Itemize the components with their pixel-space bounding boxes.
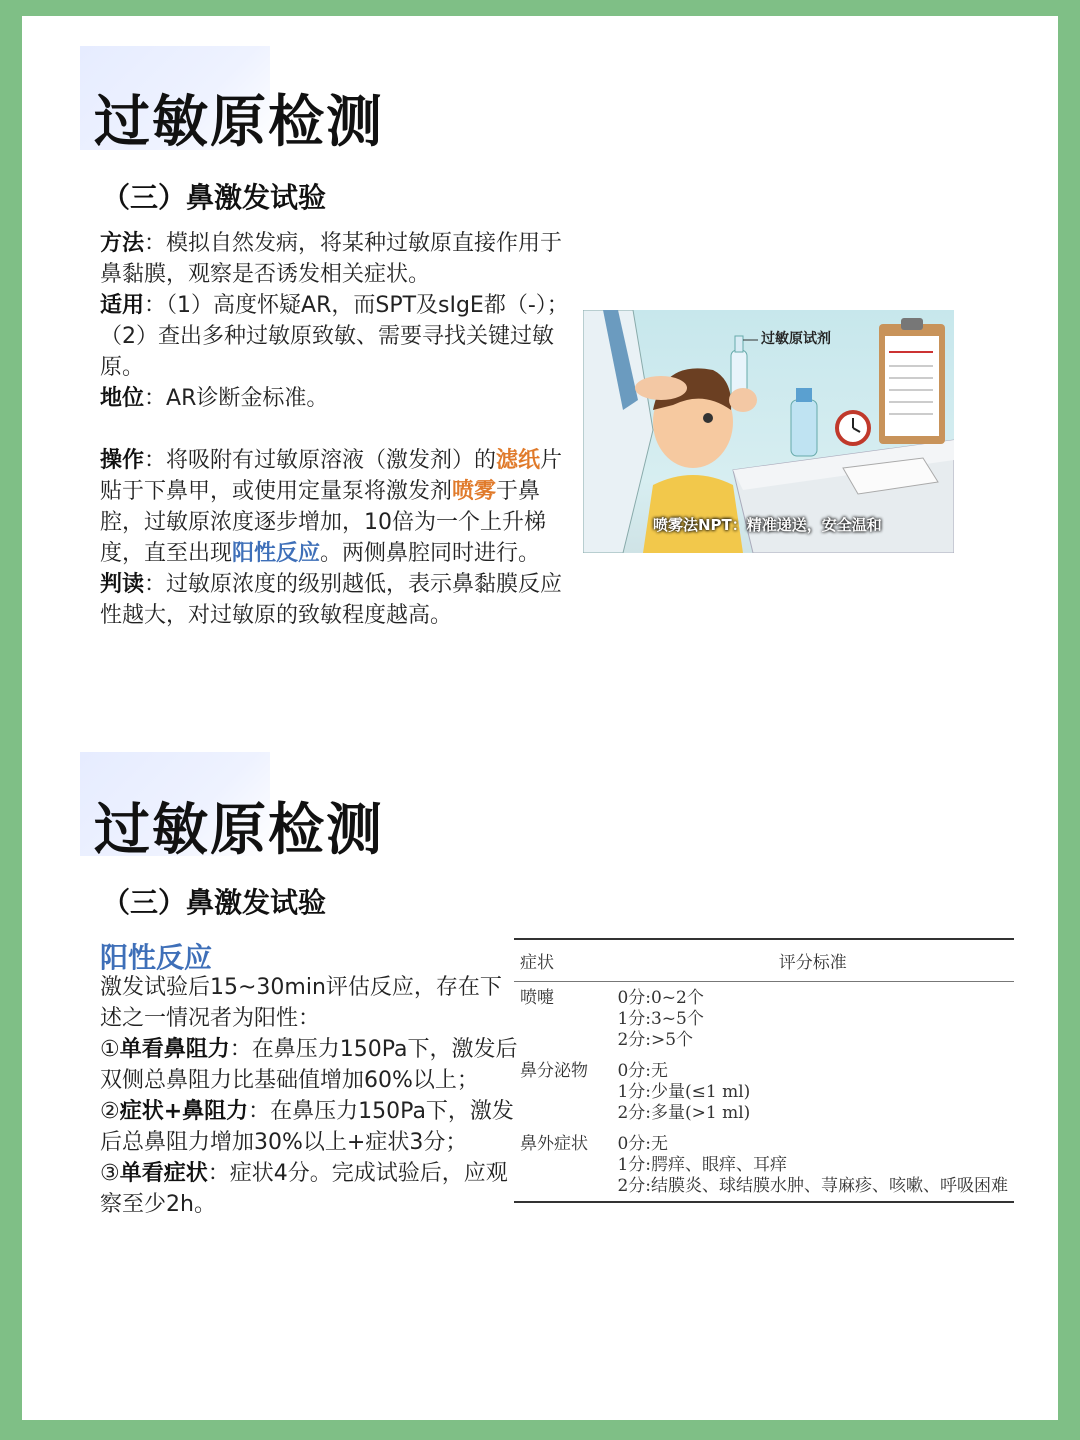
criteria-line: 1分:腭痒、眼痒、耳痒	[617, 1155, 787, 1175]
apply-paragraph	[100, 290, 570, 383]
criteria-line: 2分:>5个	[617, 1030, 694, 1050]
description-text	[100, 228, 570, 631]
criteria-line: 2分:多量(>1 ml)	[617, 1103, 751, 1123]
criterion-3-text: ：症状4分。完成试验后，应观察至少2h。	[100, 1161, 508, 1217]
symptom-cell: 喷嚏	[520, 988, 554, 1008]
operation-text-1: ：将吸附有过敏原溶液（激发剂）的	[144, 448, 497, 473]
highlight-spray: 喷雾	[452, 479, 497, 504]
read-text: ：过敏原浓度的级别越低，表示鼻黏膜反应性越大，对过敏原的致敏程度越高。	[100, 572, 563, 628]
status-label: 地位	[100, 386, 145, 411]
operation-label: 操作	[100, 448, 145, 473]
read-label: 判读	[100, 572, 145, 597]
table-row	[514, 1128, 1014, 1201]
method-text: ：模拟自然发病，将某种过敏原直接作用于鼻黏膜，观察是否诱发相关症状。	[100, 231, 563, 287]
status-paragraph	[100, 383, 570, 414]
illustration-caption: 喷雾法NPT：精准递送，安全温和	[653, 516, 882, 534]
criterion-1-text: ：在鼻压力150Pa下，激发后双侧总鼻阻力比基础值增加60%以上；	[100, 1037, 518, 1093]
header-symptom: 症状	[514, 940, 611, 982]
operation-text-4: 。两侧鼻腔同时进行。	[320, 541, 541, 566]
intro-paragraph: 激发试验后15~30min评估反应，存在下述之一情况者为阳性：	[100, 975, 502, 1031]
criteria-line: 0分:无	[617, 1061, 668, 1081]
section-nasal-provocation-overview	[22, 16, 1058, 716]
criteria-line: 1分:少量(≤1 ml)	[617, 1082, 751, 1102]
criteria-line: 0分:无	[617, 1134, 668, 1154]
method-label: 方法	[100, 231, 145, 256]
criteria-line: 1分:3~5个	[617, 1009, 704, 1029]
criterion-1-label: 单看鼻阻力	[119, 1037, 230, 1062]
operation-text-3: 于鼻腔，过敏原浓度逐步增加，10倍为一个上升梯度，直至出现	[100, 479, 546, 566]
table-row	[514, 982, 1014, 1056]
nasal-spray-illustration	[583, 310, 954, 553]
section-positive-reaction	[22, 746, 1058, 1420]
page-title: 过敏原检测	[94, 798, 384, 863]
page	[22, 16, 1058, 1420]
criteria-cell	[611, 982, 1014, 1056]
criterion-3	[100, 1158, 520, 1220]
operation-text-2: 片贴于下鼻甲，或使用定量泵将激发剂	[100, 448, 563, 504]
apply-text: ：（1）高度怀疑AR，而SPT及sIgE都（-）；（2）查出多种过敏原致敏、需要寻找关键过敏原。	[100, 293, 569, 380]
table-row	[514, 1055, 1014, 1128]
criteria-cell	[611, 1055, 1014, 1128]
symptom-cell: 鼻外症状	[520, 1134, 588, 1154]
section-subtitle: （三）鼻激发试验	[102, 886, 327, 919]
apply-label: 适用	[100, 293, 145, 318]
criterion-3-label: 单看症状	[119, 1161, 208, 1186]
highlight-positive-reaction: 阳性反应	[232, 541, 321, 566]
reagent-label: 过敏原试剂	[761, 331, 831, 347]
criterion-2	[100, 1096, 520, 1158]
symptom-score-table	[514, 938, 1014, 1203]
header-criteria: 评分标准	[611, 940, 1014, 982]
positive-reaction-heading: 阳性反应	[100, 941, 213, 974]
page-title: 过敏原检测	[94, 90, 384, 155]
criteria-line: 0分:0~2个	[617, 988, 704, 1008]
criterion-2-number: ②	[100, 1099, 120, 1124]
operation-paragraph	[100, 445, 570, 569]
criterion-1-number: ①	[100, 1037, 120, 1062]
criteria-cell	[611, 1128, 1014, 1201]
method-paragraph	[100, 228, 570, 290]
positive-criteria-text	[100, 972, 520, 1220]
criteria-line: 2分:结膜炎、球结膜水肿、荨麻疹、咳嗽、呼吸困难	[617, 1176, 1008, 1196]
highlight-filter-paper: 滤纸	[496, 448, 541, 473]
criterion-1	[100, 1034, 520, 1096]
section-subtitle: （三）鼻激发试验	[102, 181, 327, 214]
criterion-2-label: 症状+鼻阻力	[119, 1099, 249, 1124]
status-text: ：AR诊断金标准。	[144, 386, 329, 411]
read-paragraph	[100, 569, 570, 631]
criterion-3-number: ③	[100, 1161, 120, 1186]
symptom-cell: 鼻分泌物	[520, 1061, 588, 1081]
table-header-row	[514, 940, 1014, 982]
criterion-2-text: ：在鼻压力150Pa下，激发后总鼻阻力增加30%以上+症状3分；	[100, 1099, 514, 1155]
